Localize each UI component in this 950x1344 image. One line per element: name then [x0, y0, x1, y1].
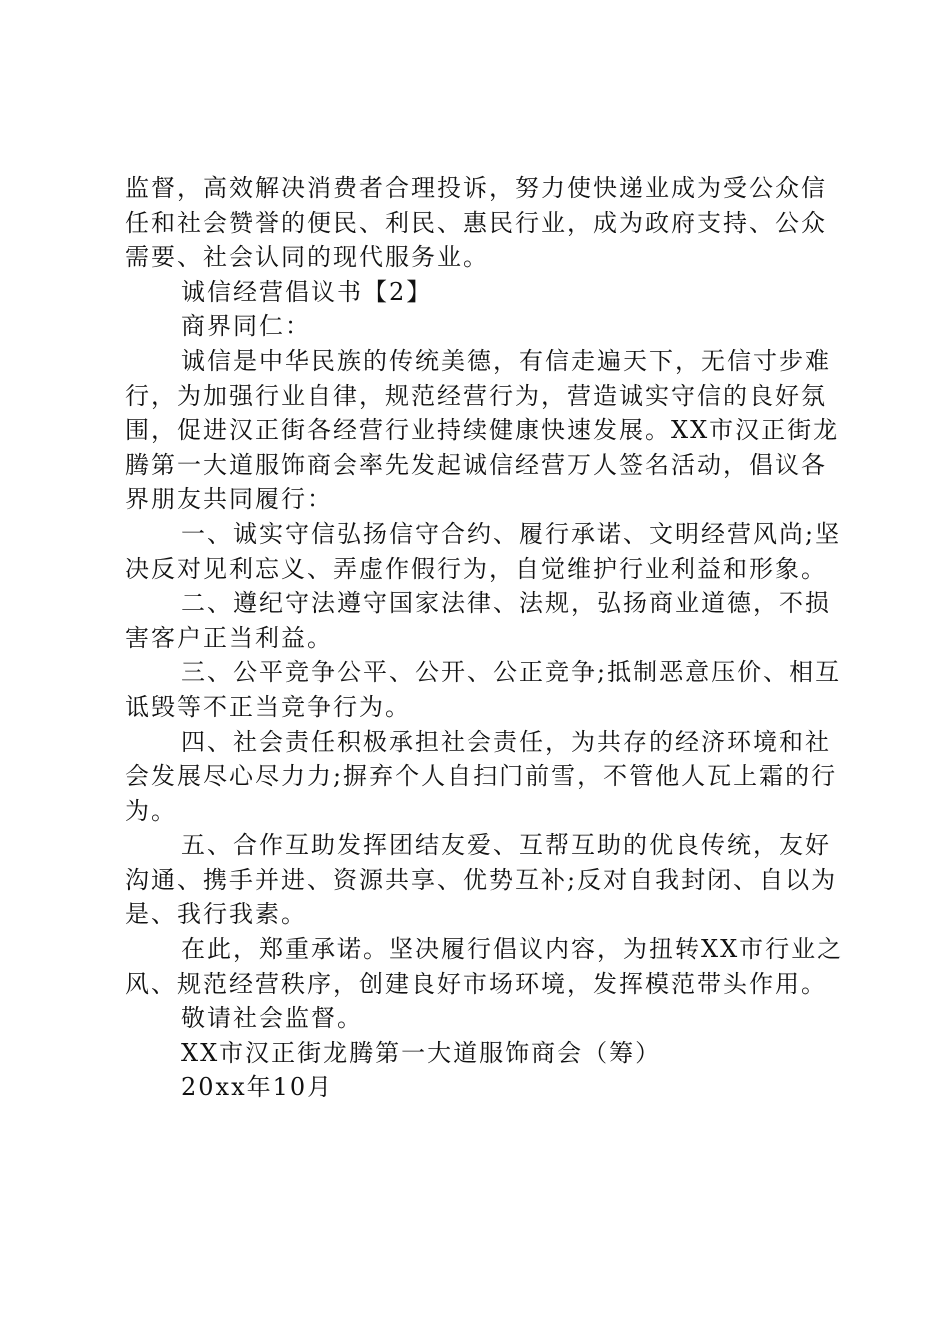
text-line: 行，为加强行业自律，规范经营行为，营造诚实守信的良好氛 [125, 381, 827, 410]
document-body [125, 171, 844, 1105]
text-line: 会发展尽心尽力力;摒弃个人自扫门前雪，不管他人瓦上霜的行 [125, 762, 838, 791]
paragraph [125, 655, 842, 724]
text-line: 敬请社会监督。 [181, 1004, 363, 1033]
text-line: 任和社会赞誉的便民、利民、惠民行业，成为政府支持、公众 [125, 208, 827, 237]
paragraph [125, 1036, 833, 1071]
text-line: 诚信是中华民族的传统美德，有信走遍天下，无信寸步难 [181, 346, 831, 375]
text-line: 五、合作互助发挥团结友爱、互帮互助的优良传统，友好 [181, 831, 831, 860]
text-line: 诚信经营倡议书【2】 [181, 277, 433, 306]
text-line: 需要、社会认同的现代服务业。 [125, 243, 489, 272]
paragraph [125, 517, 842, 586]
text-line: XX市汉正街龙腾第一大道服饰商会（筹） [181, 1038, 662, 1067]
paragraph [125, 171, 833, 275]
text-line: 一、诚实守信弘扬信守合约、履行承诺、文明经营风尚;坚 [181, 519, 842, 548]
text-line: 三、公平竞争公平、公开、公正竞争;抵制恶意压价、相互 [181, 658, 842, 687]
text-line: 20xx年10月 [181, 1073, 334, 1102]
text-line: 二、遵纪守法遵守国家法律、法规，弘扬商业道德，不损 [181, 589, 831, 618]
paragraph [125, 1070, 833, 1105]
paragraph [125, 828, 838, 932]
paragraph [125, 275, 833, 310]
paragraph [125, 344, 840, 517]
paragraph [125, 1001, 833, 1036]
text-line: 沟通、携手并进、资源共享、优势互补;反对自我封闭、自以为 [125, 865, 838, 894]
text-line: 决反对见利忘义、弄虚作假行为，自觉维护行业利益和形象。 [125, 554, 827, 583]
paragraph [125, 932, 844, 1001]
paragraph [125, 725, 838, 829]
text-line: 围，促进汉正街各经营行业持续健康快速发展。XX市汉正街龙 [125, 416, 840, 445]
text-line: 在此，郑重承诺。坚决履行倡议内容，为扭转XX市行业之 [181, 935, 844, 964]
paragraph [125, 309, 833, 344]
text-line: 四、社会责任积极承担社会责任，为共存的经济环境和社 [181, 727, 831, 756]
text-line: 害客户正当利益。 [125, 623, 333, 652]
paragraph [125, 586, 833, 655]
text-line: 是、我行我素。 [125, 900, 307, 929]
text-line: 监督，高效解决消费者合理投诉，努力使快递业成为受公众信 [125, 174, 827, 202]
text-line: 诋毁等不正当竞争行为。 [125, 692, 411, 721]
text-line: 腾第一大道服饰商会率先发起诚信经营万人签名活动，倡议各 [125, 450, 827, 479]
text-line: 为。 [125, 796, 177, 825]
text-line: 商界同仁： [181, 312, 311, 341]
text-line: 风、规范经营秩序，创建良好市场环境，发挥模范带头作用。 [125, 969, 827, 998]
text-line: 界朋友共同履行： [125, 485, 333, 514]
